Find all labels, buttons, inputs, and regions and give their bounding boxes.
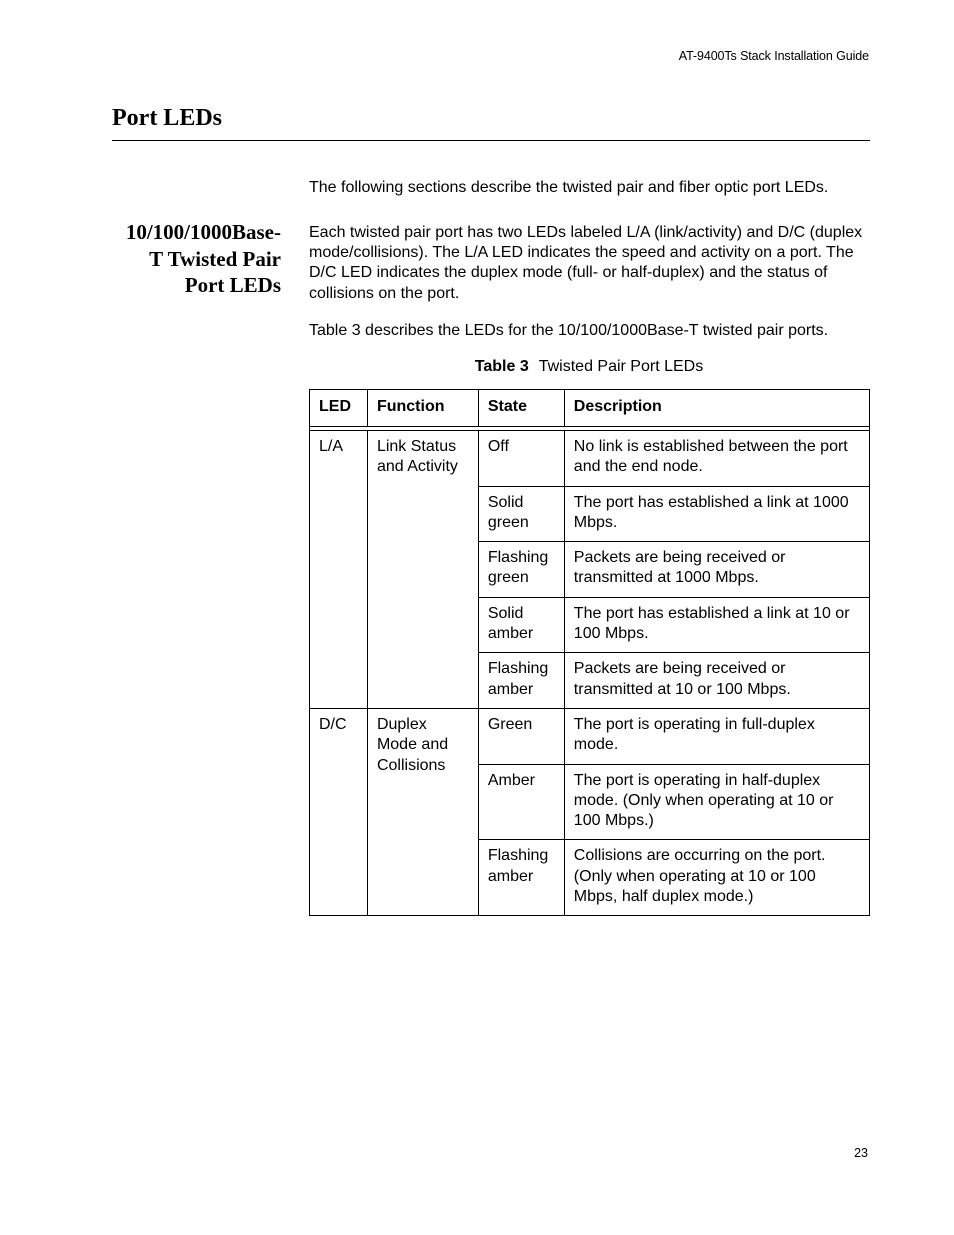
cell-description: The port has established a link at 1000 Mbps. (564, 486, 869, 542)
cell-state: Flashing amber (478, 840, 564, 916)
title-rule (112, 140, 870, 141)
cell-state: Green (478, 708, 564, 764)
cell-state: Flashing green (478, 542, 564, 598)
page-number: 23 (854, 1146, 868, 1160)
cell-function: Duplex Mode and Collisions (367, 708, 478, 915)
intro-paragraph: The following sections describe the twisted pair and fiber optic port LEDs. (309, 179, 829, 196)
cell-description: No link is established between the port and the end node. (564, 431, 869, 487)
cell-led: L/A (310, 431, 368, 709)
cell-state: Flashing amber (478, 653, 564, 709)
table-body (310, 427, 870, 916)
cell-state: Solid amber (478, 597, 564, 653)
cell-function: Link Status and Activity (367, 431, 478, 709)
cell-led: D/C (310, 708, 368, 915)
cell-description: The port is operating in full-duplex mode. (564, 708, 869, 764)
table-row (310, 708, 870, 764)
cell-description: The port has established a link at 10 or 100 Mbps. (564, 597, 869, 653)
header-state: State (478, 390, 564, 427)
led-table (309, 389, 870, 916)
running-header: AT-9400Ts Stack Installation Guide (678, 49, 869, 63)
body-paragraph-1: Each twisted pair port has two LEDs labeled L/A (link/activity) and D/C (duplex mode/collisions). The L/A LED indicates the speed and activity on a port. The D/C LED indicates the duplex mode (full- or half-duplex) and the status of collisions on the port. (309, 224, 863, 302)
subsection-heading (112, 219, 281, 299)
table-row (310, 431, 870, 487)
table-header-row (310, 390, 870, 427)
section-title: Port LEDs (112, 105, 222, 131)
header-description: Description (564, 390, 869, 427)
cell-description: The port is operating in half-duplex mode. (Only when operating at 10 or 100 Mbps.) (564, 764, 869, 840)
body-paragraph-2: Table 3 describes the LEDs for the 10/100/1000Base-T twisted pair ports. (309, 322, 829, 339)
table-caption-title: Twisted Pair Port LEDs (538, 358, 704, 375)
subsection-heading-line-2: T Twisted Pair (149, 246, 281, 271)
header-function: Function (367, 390, 478, 427)
table-caption-number: Table 3 (474, 358, 529, 375)
cell-state: Off (478, 431, 564, 487)
cell-description: Packets are being received or transmitted at 10 or 100 Mbps. (564, 653, 869, 709)
cell-state: Amber (478, 764, 564, 840)
cell-state: Solid green (478, 486, 564, 542)
subsection-heading-line-3: Port LEDs (184, 273, 281, 297)
cell-description: Packets are being received or transmitted at 1000 Mbps. (564, 542, 869, 598)
cell-description: Collisions are occurring on the port. (Only when operating at 10 or 100 Mbps, half duplex mode.) (564, 840, 869, 916)
subsection-heading-line-1: 10/100/1000Base- (125, 220, 281, 244)
header-led: LED (310, 390, 368, 427)
table-caption (309, 357, 869, 377)
